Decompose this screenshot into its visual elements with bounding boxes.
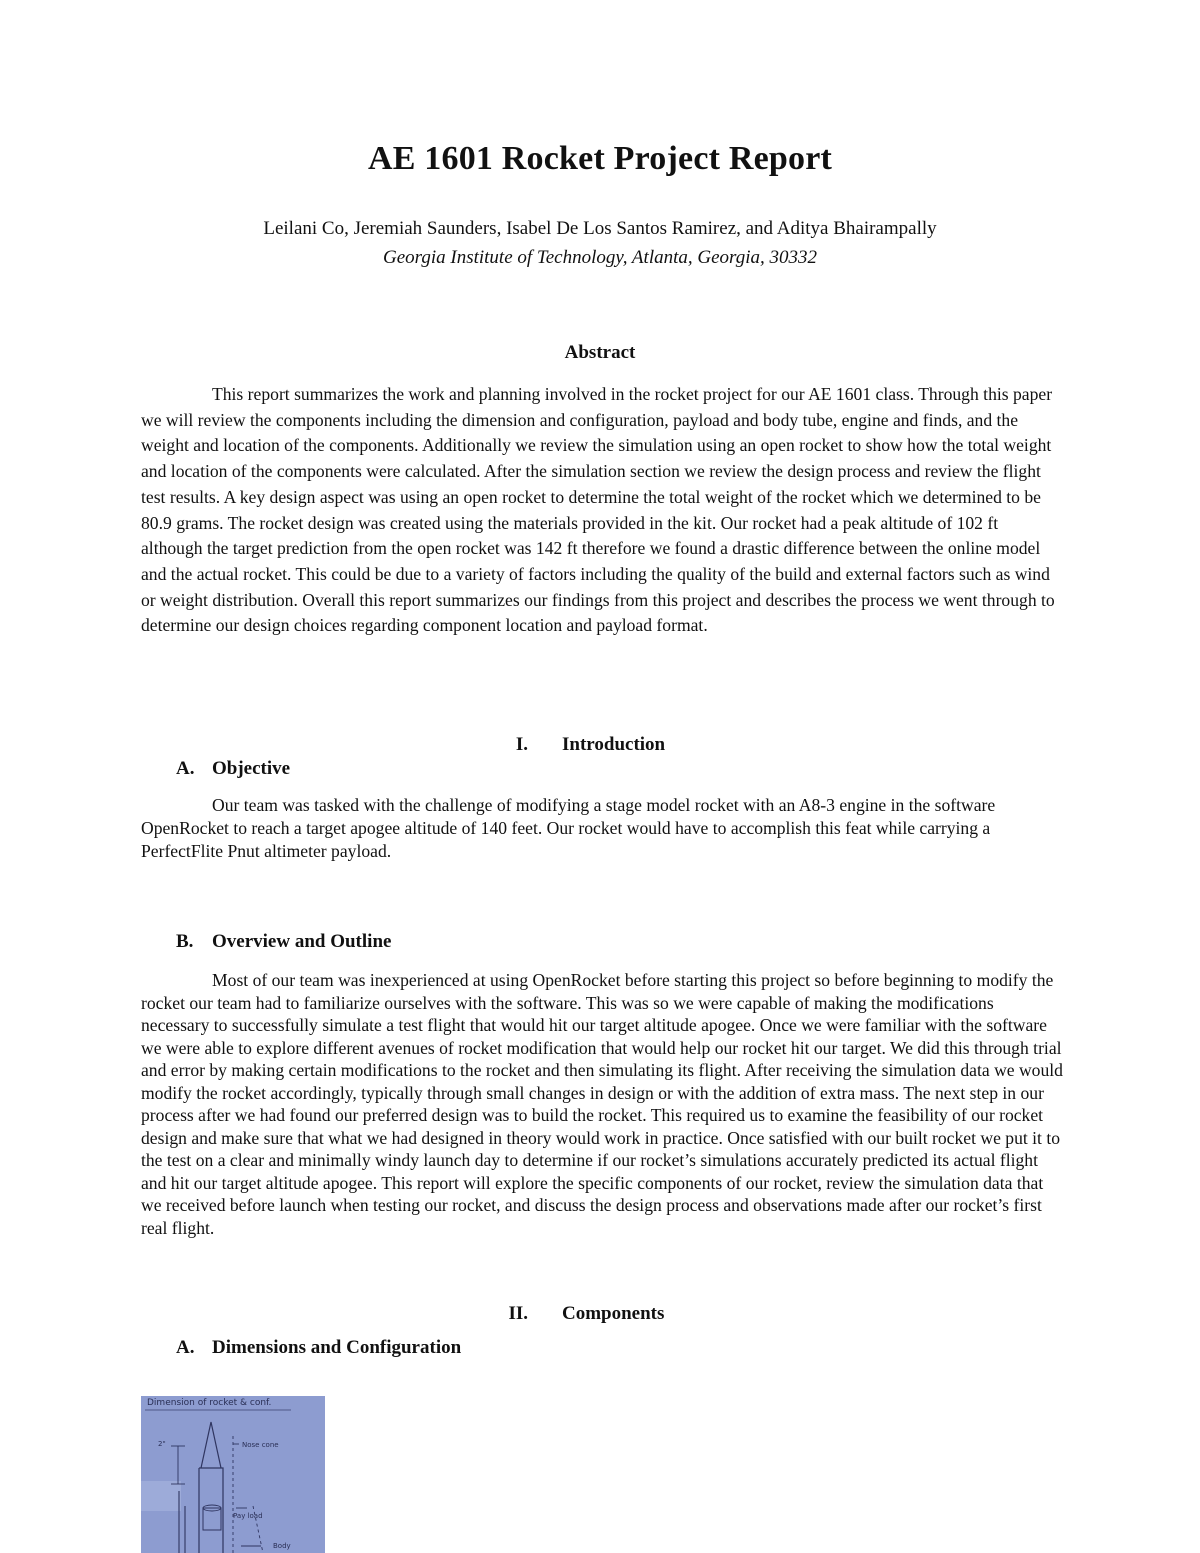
- abstract-heading: Abstract: [564, 342, 636, 363]
- objective-text: Our team was tasked with the challenge of modifying a stage model rocket with an A8-3 engine in the software OpenRocket to reach a target apogee altitude of 140 feet. Our rocket would have to accomplish this feat while carrying a PerfectFlite Pnut altimeter payload.: [141, 795, 996, 861]
- rocket-sketch-drawing: [141, 1396, 325, 1553]
- figure-label-nose-cone: Nose cone: [242, 1441, 279, 1449]
- rocket-sketch-figure: [141, 1396, 325, 1553]
- section-number: I.: [515, 734, 528, 755]
- affiliation: Georgia Institute of Technology, Atlanta, Georgia, 30332: [383, 247, 817, 268]
- subsection-heading-overview: [176, 931, 391, 953]
- subsection-heading-dimensions: [176, 1337, 461, 1359]
- figure-caption: Dimension of rocket & conf.: [147, 1398, 272, 1408]
- overview-text: Most of our team was inexperienced at using OpenRocket before starting this project so before beginning to modify the rocket our team had to familiarize ourselves with the software. This was so we were capable of making the modifications necessary to successfully simulate a test flight that would hit our target altitude apogee. Once we were familiar with the software we were able to explore different avenues of rocket modification that would help our rocket hit our target. We did this through trial and error by making certain modifications to the rocket and then simulating its flight. After receiving the simulation data we would modify the rocket accordingly, typically through small changes in design or with the addition of extra mass. The next step in our process after we had found our preferred design was to build the rocket. This required us to examine the feasibility of our rocket design and make sure that what we had designed in theory would work in practice. Once satisfied with our built rocket we put it to the test on a clear and minimally windy launch day to determine if our rocket’s simulations accurately predicted its actual flight and hit our target altitude apogee. This report will explore the specific components of our rocket, review the simulation data that we received before launch when testing our rocket, and discuss the design process and observations made after our rocket’s first real flight.: [141, 970, 1063, 1238]
- subsection-letter: A.: [176, 758, 195, 779]
- subsection-letter: A.: [176, 1337, 195, 1358]
- subsection-title: Overview and Outline: [212, 931, 392, 952]
- subsection-heading-objective: [176, 758, 290, 780]
- figure-label-payload: Pay load: [233, 1512, 263, 1520]
- paper-title: AE 1601 Rocket Project Report: [367, 140, 833, 177]
- author-list: Leilani Co, Jeremiah Saunders, Isabel De Los Santos Ramirez, and Aditya Bhairampally: [263, 218, 937, 239]
- figure-label-body: Body: [273, 1542, 291, 1550]
- section-title: Introduction: [562, 734, 666, 755]
- figure-label-dimension: 2": [158, 1440, 166, 1448]
- section-title: Components: [562, 1303, 665, 1324]
- section-number: II.: [508, 1303, 528, 1324]
- section-heading-components: [478, 1303, 664, 1325]
- subsection-letter: B.: [176, 931, 194, 952]
- subsection-title: Dimensions and Configuration: [212, 1337, 462, 1358]
- section-heading-introduction: [478, 734, 665, 756]
- subsection-title: Objective: [212, 758, 291, 779]
- abstract-text: This report summarizes the work and planning involved in the rocket project for our AE 1601 class. Through this paper we will review the components including the dimension and configuration, payload and body tube, engine and finds, and the weight and location of the components. Additionally we review the simulation using an open rocket to show how the total weight and location of the components were calculated. After the simulation section we review the design process and review the flight test results. A key design aspect was using an open rocket to determine the total weight of the rocket which we determined to be 80.9 grams. The rocket design was created using the materials provided in the kit. Our rocket had a peak altitude of 102 ft although the target prediction from the open rocket was 142 ft therefore we found a drastic difference between the online model and the actual rocket. This could be due to a variety of factors including the quality of the build and external factors such as wind or weight distribution. Overall this report summarizes our findings from this project and describes the process we went through to determine our design choices regarding component location and payload format.: [141, 384, 1055, 636]
